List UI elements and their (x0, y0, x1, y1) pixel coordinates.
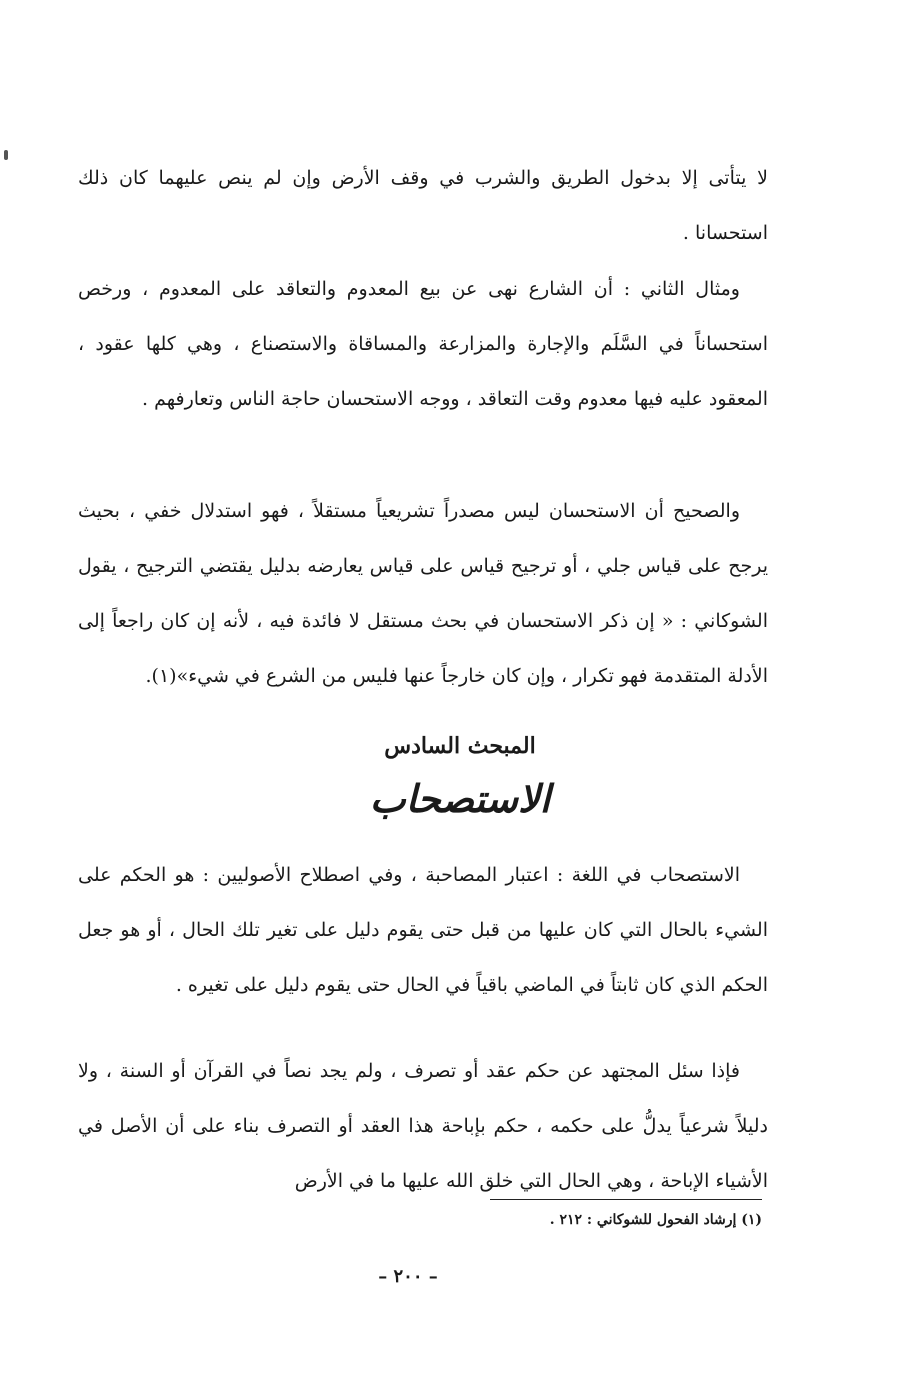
paragraph-text: ومثال الثاني : أن الشارع نهى عن بيع المعدوم والتعاقد على المعدوم ، ورخص استحساناً في السَّلَم والإجارة والمزارعة والمساقاة والاستصناع ، وهي كلها عقود ، المعقود عليه فيها معدوم وقت التعاقد ، ووجه الاستحسان حاجة الناس وتعارفهم . (78, 278, 768, 410)
paragraph-text: فإذا سئل المجتهد عن حكم عقد أو تصرف ، ولم يجد نصاً في القرآن أو السنة ، ولا دليلاً شرعياً يدلُّ على حكمه ، حكم بإباحة هذا العقد أو التصرف بناء على أن الأصل في الأشياء الإباحة ، وهي الحال التي خلق الله عليها ما في الأرض (78, 1060, 768, 1192)
paragraph-second-example (78, 262, 768, 427)
footnote-divider (490, 1199, 762, 1200)
page-number: – ٢٠٠ – (378, 1266, 438, 1287)
paragraph-correct-view (78, 484, 768, 704)
page-edge-mark (4, 150, 8, 160)
paragraph-continuation (78, 151, 768, 261)
section-title: الاستصحاب (369, 776, 551, 821)
paragraph-definition (78, 848, 768, 1013)
paragraph-text: الاستصحاب في اللغة : اعتبار المصاحبة ، وفي اصطلاح الأصوليين : هو الحكم على الشيء بالحال التي كان عليها من قبل حتى يقوم دليل على تغير تلك الحال ، أو هو جعل الحكم الذي كان ثابتاً في الماضي باقياً في الحال حتى يقوم دليل على تغيره . (78, 864, 768, 996)
footnote: (١) إرشاد الفحول للشوكاني : ٢١٢ . (549, 1212, 762, 1228)
paragraph-text: لا يتأتى إلا بدخول الطريق والشرب في وقف الأرض وإن لم ينص عليهما كان ذلك استحسانا . (78, 167, 768, 244)
paragraph-application (78, 1044, 768, 1209)
section-heading: المبحث السادس (384, 733, 536, 759)
paragraph-text: والصحيح أن الاستحسان ليس مصدراً تشريعياً مستقلاً ، فهو استدلال خفي ، بحيث يرجح على قياس جلي ، أو ترجيح قياس على قياس يعارضه بدليل يقتضي الترجيح ، يقول الشوكاني : « إن ذكر الاستحسان في بحث مستقل لا فائدة فيه ، لأنه إن كان راجعاً إلى الأدلة المتقدمة فهو تكرار ، وإن كان خارجاً عنها فليس من الشرع في شيء»(١). (78, 500, 768, 687)
